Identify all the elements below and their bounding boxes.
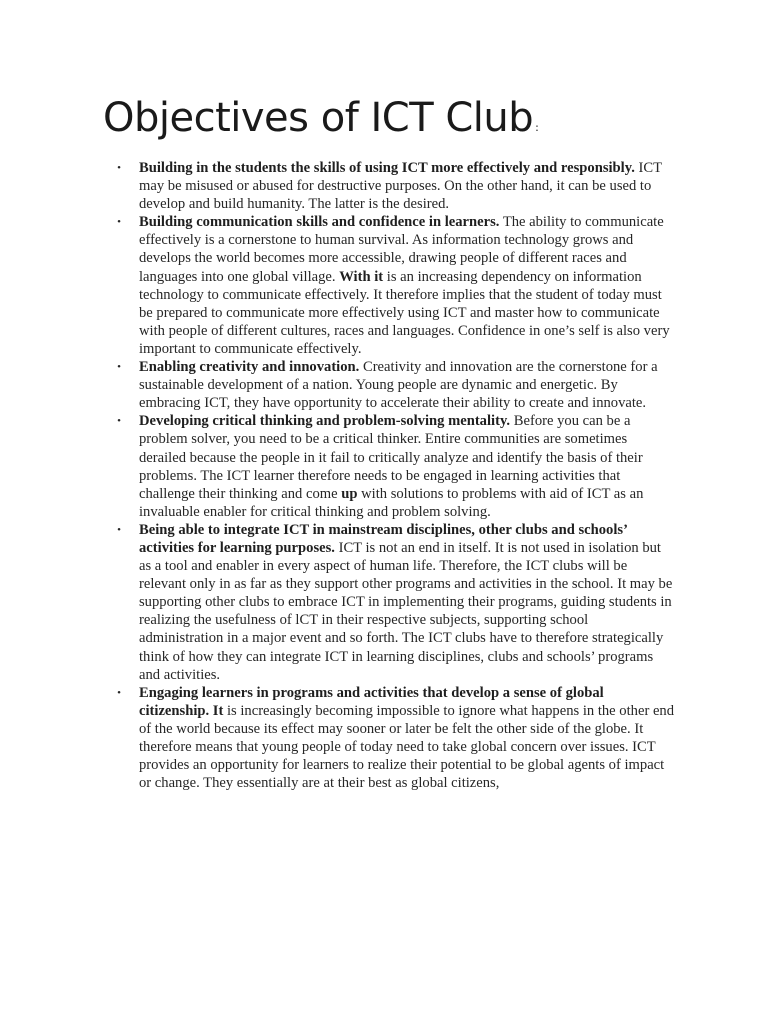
item-text-continued: is an increasing dependency on information technology to communicate effectively. It therefore implies that the student of today must be prepared to communicate more effectively using ICT and master how to communicate with people of different cultures, races and languages. Confidence in one’s self is also very important to communicate effectively. <box>139 268 670 357</box>
item-heading: Building communication skills and confidence in learners. <box>139 214 500 231</box>
objectives-list <box>113 159 675 792</box>
item-text: is increasingly becoming impossible to ignore what happens in the other end of the world because its effect may sooner or later be felt the other side of the globe. It therefore means that young people of today need to take global concern over issues. ICT provides an opportunity for learners to realize their potential to be global agents of impact or change. They essentially are at their best as global citizens, <box>139 702 675 792</box>
bullet-icon: • <box>117 523 121 536</box>
bullet-icon: • <box>117 415 121 428</box>
item-text-continued: with solutions to problems with aid of ICT as an invaluable enabler for critical thinking and problem solving. <box>139 485 644 520</box>
item-emphasis: With it <box>339 268 384 285</box>
bullet-icon: • <box>117 162 121 174</box>
item-heading: Building in the students the skills of using ICT more effectively and responsibly. <box>139 160 635 176</box>
item-heading: Enabling creativity and innovation. <box>139 359 360 376</box>
item-text: ICT may be misused or abused for destructive purposes. On the other hand, it can be used to develop and build humanity. The latter is the desired. <box>139 160 662 213</box>
bullet-icon: • <box>117 686 121 699</box>
item-heading: Engaging learners in programs and activities that develop a sense of global citizenship. It <box>139 684 604 719</box>
title-colon: : <box>535 121 539 134</box>
bullet-icon: • <box>117 216 121 229</box>
list-item <box>113 412 675 521</box>
item-text: Creativity and innovation are the cornerstone for a sustainable development of a nation. Young people are dynamic and energetic. By embracing ICT, they have opportunity to accelerate their ability to create and innovate. <box>139 359 658 412</box>
item-heading: Developing critical thinking and problem-solving mentality. <box>139 413 511 430</box>
list-item <box>113 358 675 412</box>
item-text: The ability to communicate effectively is a cornerstone to human survival. As information technology grows and develops the world becomes more accessible, drawing people of different races and languages into one global village. <box>139 214 664 285</box>
bullet-icon: • <box>117 361 121 374</box>
list-item <box>113 684 675 793</box>
list-item <box>113 159 675 213</box>
item-text: ICT is not an end in itself. It is not used in isolation but as a tool and enabler in every aspect of human life. Therefore, the ICT clubs will be relevant only in as far as they support other programs and activities in the school. It may be supporting other clubs to embrace ICT in implementing their programs, guiding students in realizing the usefulness of lCT in their respective subjects, supporting school administration in a major event and so forth. The ICT clubs have to therefore strategically think of how they can integrate ICT in learning disciplines, clubs and schools’ programs and activities. <box>139 539 673 683</box>
title-text: Objectives of ICT Club <box>103 95 534 141</box>
list-item <box>113 521 675 684</box>
item-emphasis: up <box>341 485 358 502</box>
item-heading: Being able to integrate ICT in mainstream disciplines, other clubs and schools’ activities for learning purposes. <box>139 521 627 556</box>
list-item <box>113 213 675 358</box>
item-text: Before you can be a problem solver, you need to be a critical thinker. Entire communities are sometimes derailed because the people in it fail to critically analyze and identify the basis of their problems. The ICT learner therefore needs to be engaged in learning activities that challenge their thinking and come <box>139 413 643 502</box>
page-title <box>103 92 538 154</box>
